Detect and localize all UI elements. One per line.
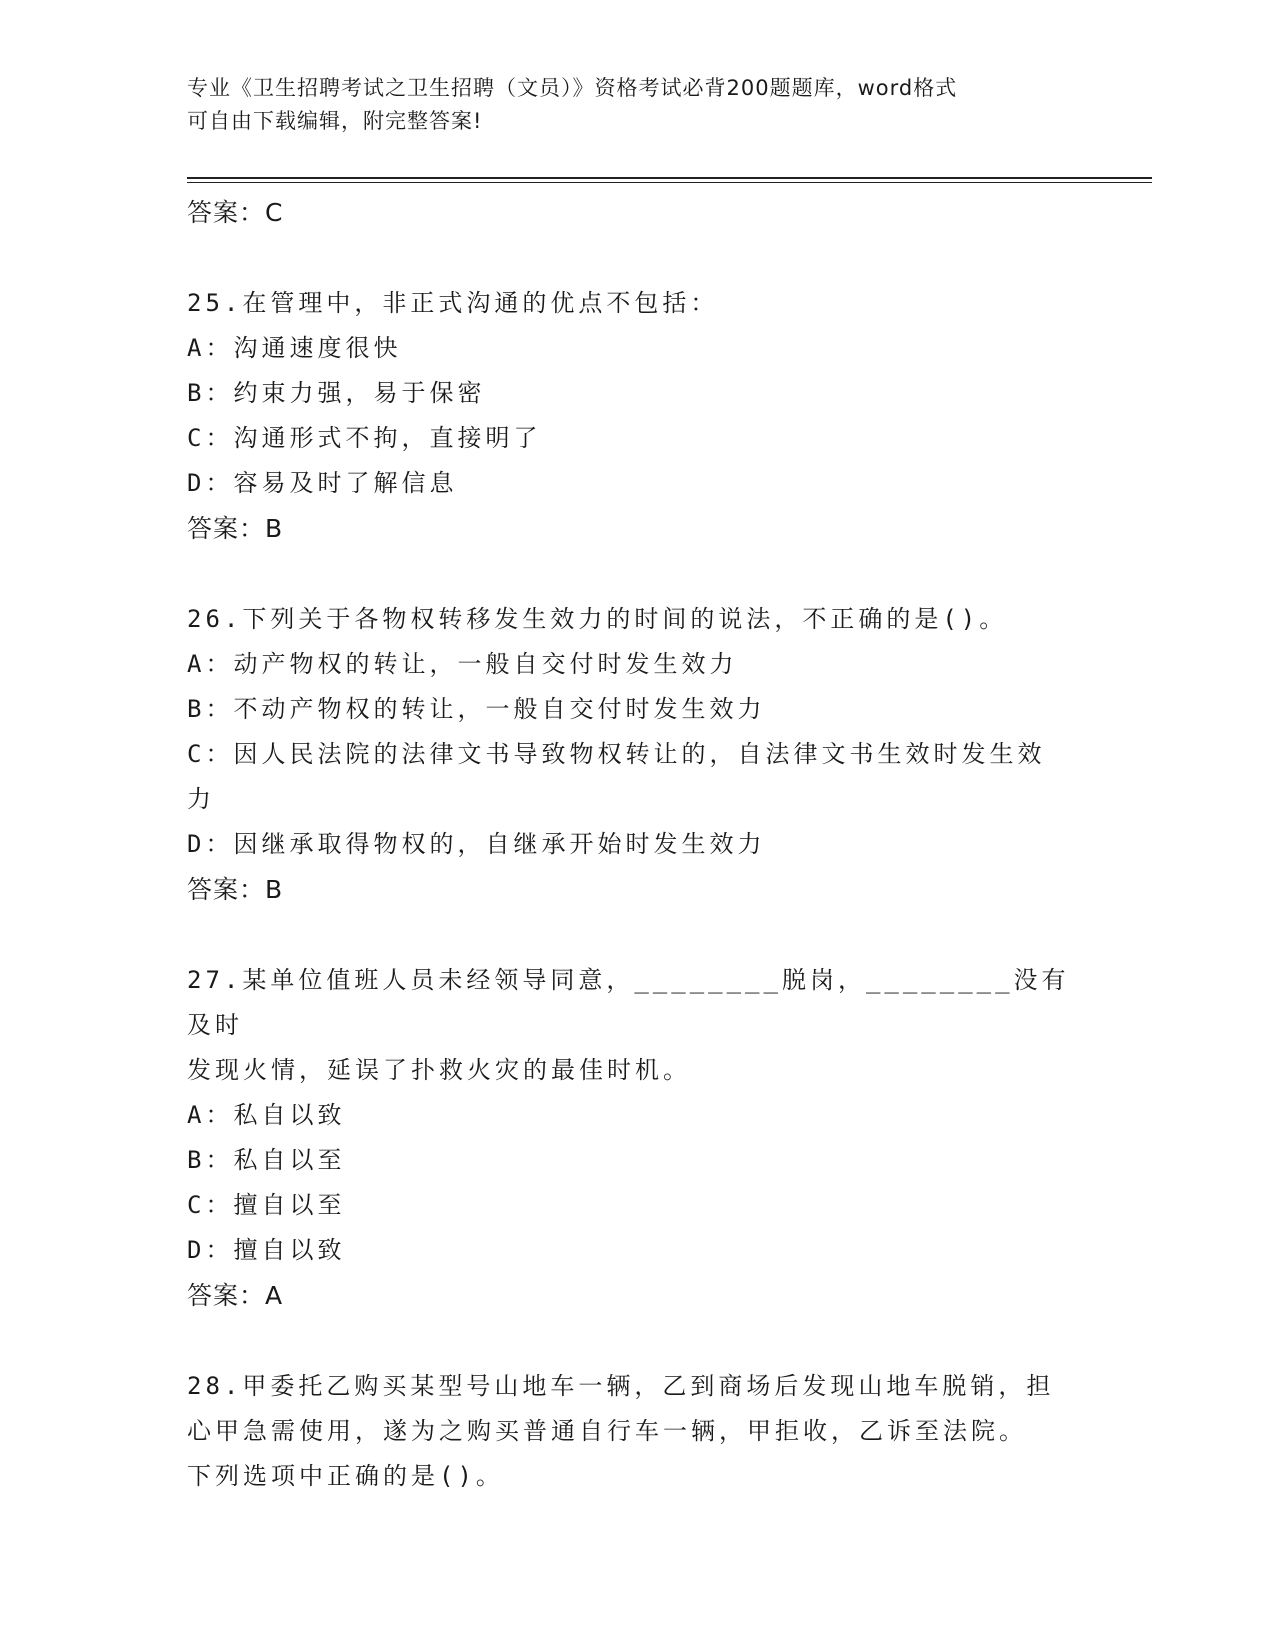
answer-label: 答案：: [187, 1281, 266, 1310]
question-number: 25.: [187, 289, 243, 317]
header-divider-thin: [187, 182, 1152, 183]
option-a: A：动产物权的转让，一般自交付时发生效力: [187, 650, 738, 678]
question-answer: [187, 867, 1077, 912]
question-answer: [187, 1273, 1077, 1318]
question-number: 28.: [187, 1372, 243, 1400]
question-text: 26.下列关于各物权转移发生效力的时间的说法，不正确的是()。: [187, 605, 1008, 633]
question-block: [187, 281, 1077, 551]
page-header: [187, 72, 1067, 138]
question-number: 27.: [187, 966, 243, 994]
question-answer: [187, 506, 1077, 551]
prev-answer: [187, 190, 1077, 235]
answer-value: B: [265, 514, 284, 543]
option-d: D：擅自以致: [187, 1236, 346, 1264]
question-text-cont: 下列选项中正确的是()。: [187, 1462, 504, 1490]
answer-value: B: [265, 875, 284, 904]
question-content: [187, 190, 1077, 1499]
question-text: 25.在管理中，非正式沟通的优点不包括：: [187, 289, 719, 317]
answer-value: C: [265, 198, 284, 227]
question-block: [187, 597, 1077, 912]
option-c: C：因人民法院的法律文书导致物权转让的，自法律文书生效时发生效 力: [187, 740, 1046, 813]
option-a: A：沟通速度很快: [187, 334, 402, 362]
answer-label: 答案：: [187, 198, 266, 227]
option-d: D：容易及时了解信息: [187, 469, 458, 497]
question-text: 27.某单位值班人员未经领导同意，________脱岗，________没有及时: [187, 966, 1070, 1039]
question-block: [187, 1364, 1077, 1499]
option-b: B：私自以至: [187, 1146, 346, 1174]
option-d: D：因继承取得物权的，自继承开始时发生效力: [187, 830, 766, 858]
option-a: A：私自以致: [187, 1101, 346, 1129]
question-text-cont: 心甲急需使用，遂为之购买普通自行车一辆，甲拒收，乙诉至法院。: [187, 1417, 1027, 1445]
question-block: [187, 958, 1077, 1318]
option-b: B：约束力强，易于保密: [187, 379, 486, 407]
option-c: C：沟通形式不拘，直接明了: [187, 424, 542, 452]
header-divider-thick: [187, 177, 1152, 179]
answer-label: 答案：: [187, 875, 266, 904]
question-number: 26.: [187, 605, 243, 633]
answer-value: A: [265, 1281, 284, 1310]
answer-label: 答案：: [187, 514, 266, 543]
option-c: C：擅自以至: [187, 1191, 346, 1219]
header-line-1: 专业《卫生招聘考试之卫生招聘（文员）》资格考试必背200题题库，word格式: [187, 76, 958, 100]
header-line-2: 可自由下载编辑，附完整答案!: [187, 109, 483, 133]
question-text: 28.甲委托乙购买某型号山地车一辆，乙到商场后发现山地车脱销，担: [187, 1372, 1055, 1400]
question-text-cont: 发现火情，延误了扑救火灾的最佳时机。: [187, 1056, 691, 1084]
option-b: B：不动产物权的转让，一般自交付时发生效力: [187, 695, 766, 723]
